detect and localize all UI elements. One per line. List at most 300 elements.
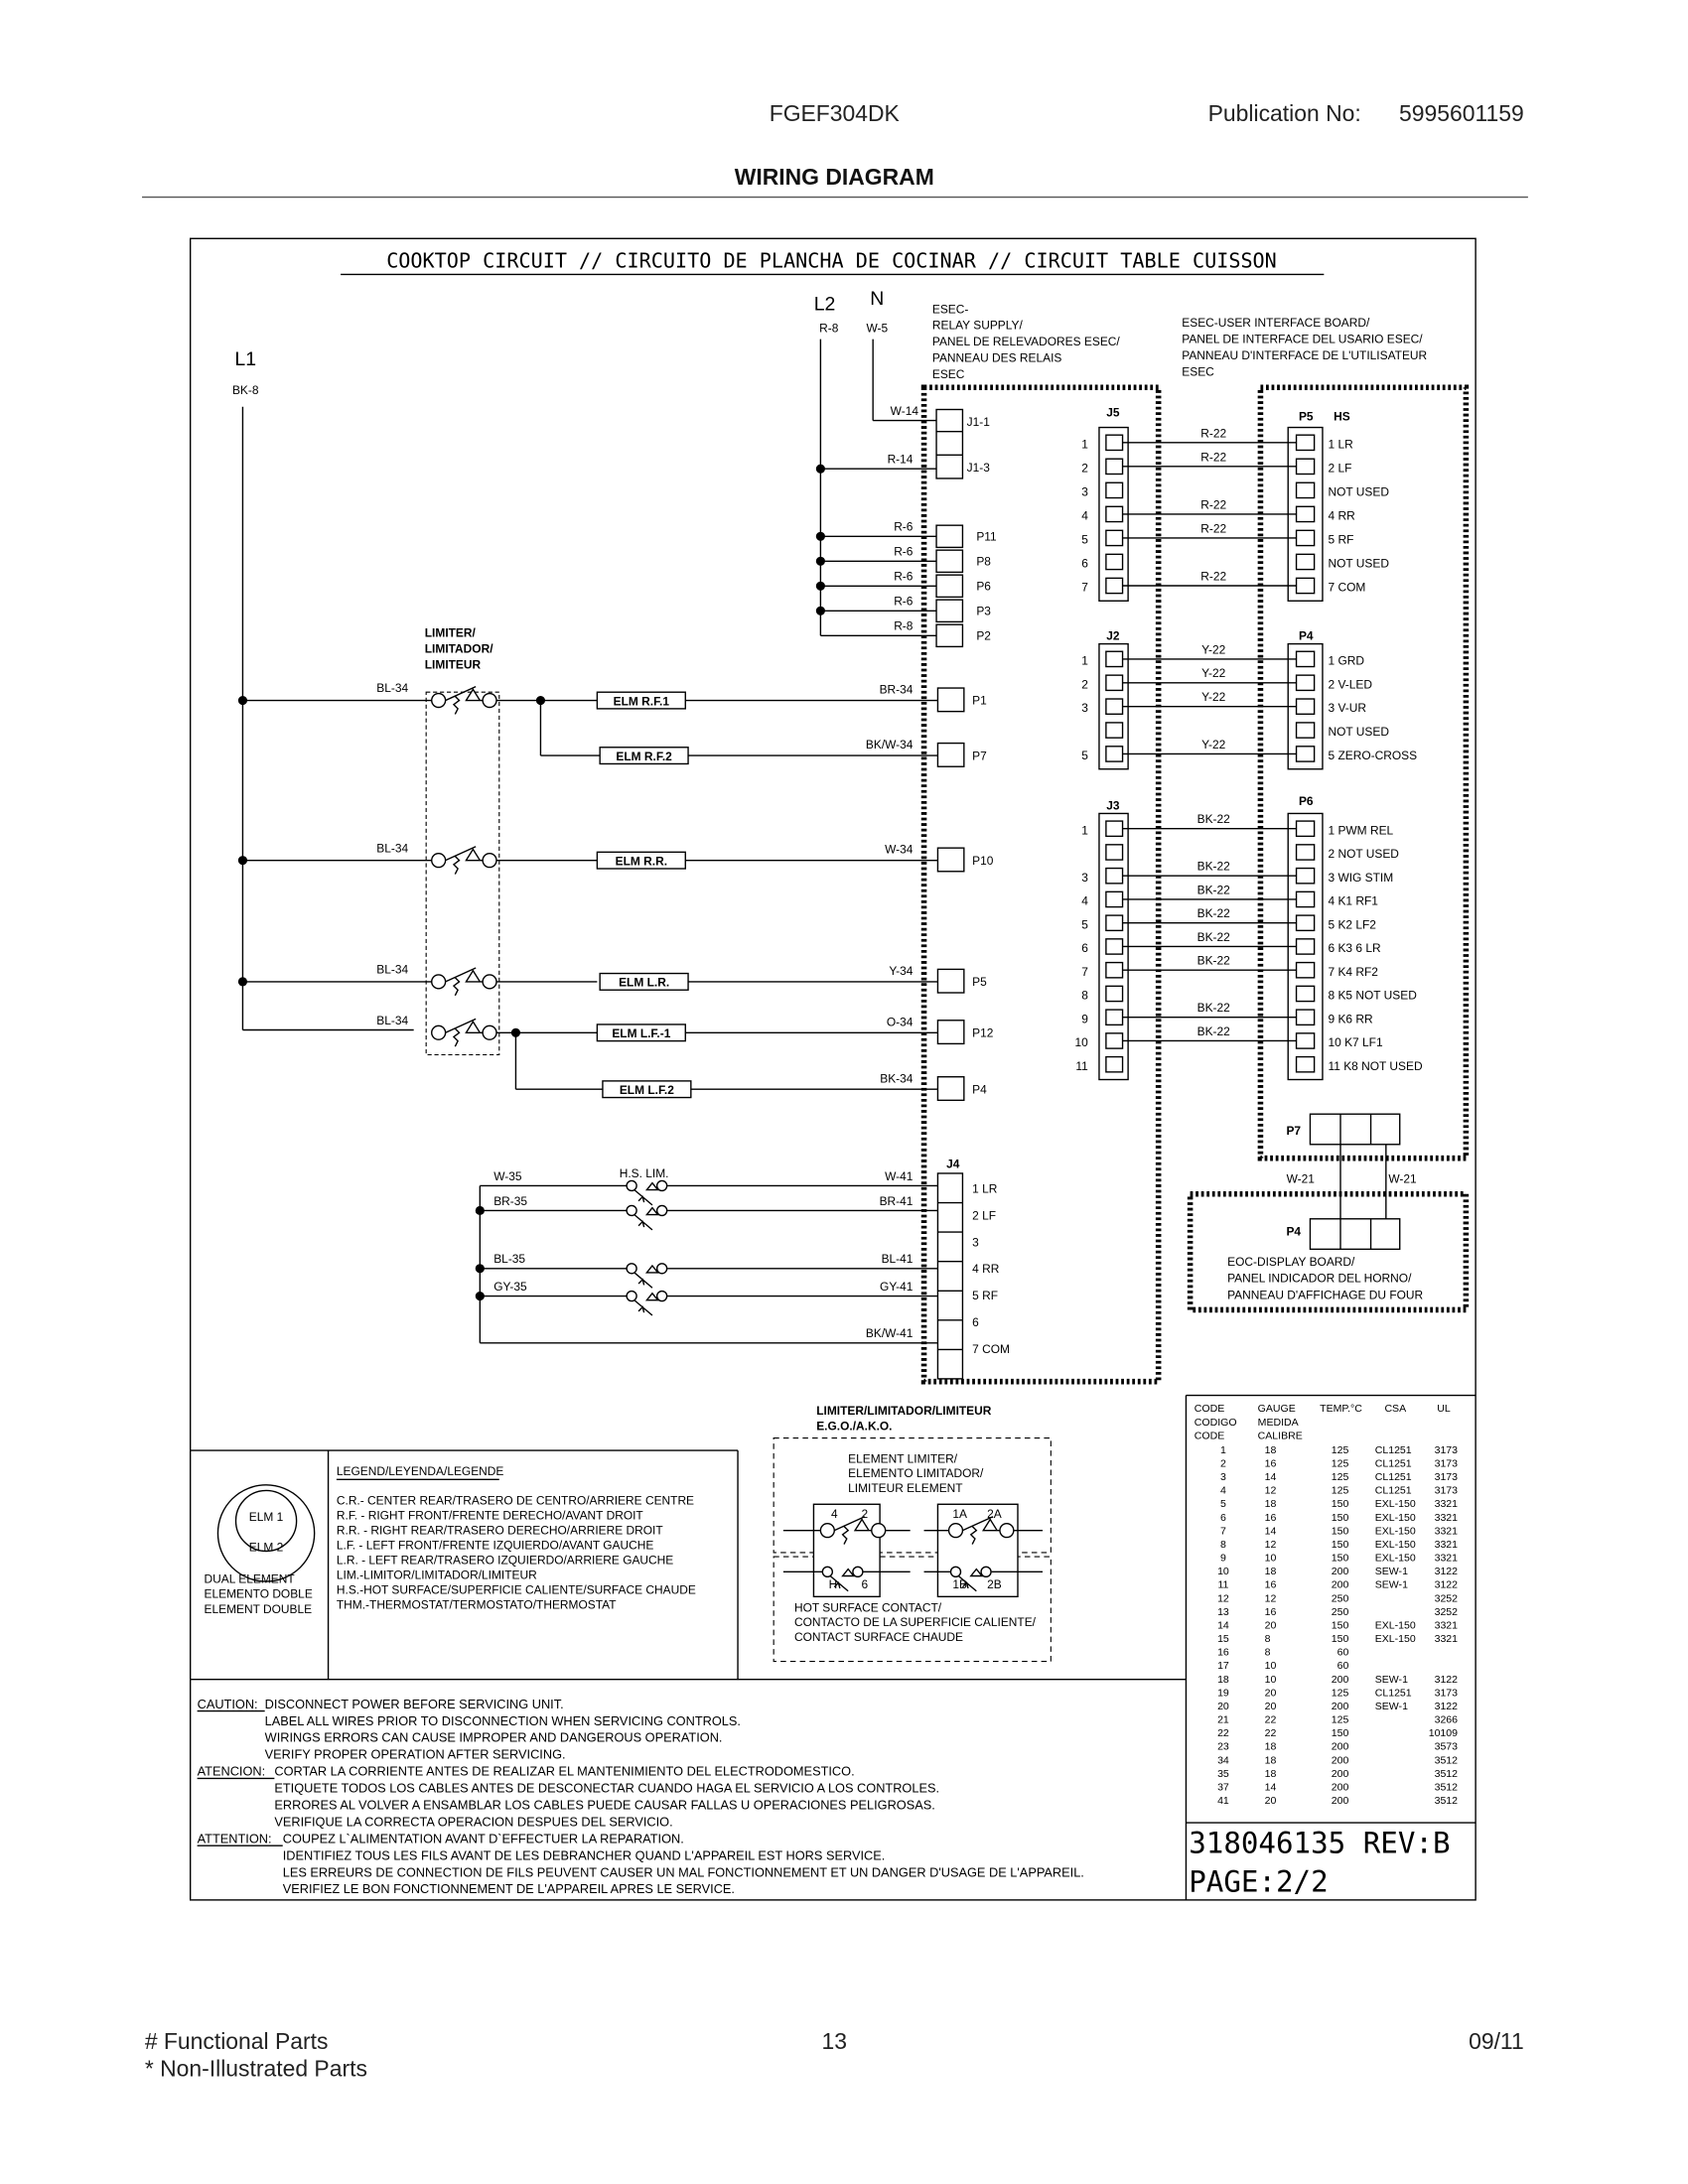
wire-table-cell: 10: [1264, 1552, 1277, 1565]
wire-table-cell: 125: [1331, 1443, 1349, 1456]
j3-pin-number: 11: [1075, 1058, 1088, 1073]
wire-table-cell: 14: [1264, 1781, 1277, 1794]
wire-table-cell: 18: [1264, 1754, 1277, 1767]
wire-table-cell: 11: [1217, 1578, 1229, 1591]
wire-table-cell: 37: [1217, 1781, 1229, 1794]
legend-entry: LIM.-LIMITOR/LIMITADOR/LIMITEUR: [336, 1568, 537, 1582]
caution-label: ATTENTION:: [197, 1831, 272, 1846]
wire-table-cell: 20: [1264, 1795, 1277, 1808]
wire-table-cell: 20: [1264, 1700, 1277, 1712]
wire-table-cell: 8: [1264, 1633, 1271, 1646]
neutral-wire-label: W-5: [866, 321, 889, 336]
j5-pin-number: 5: [1081, 532, 1088, 547]
wire-table-cell: 13: [1217, 1605, 1229, 1618]
wire-table-cell: 3266: [1434, 1713, 1459, 1726]
wire-table-cell: 9: [1220, 1552, 1226, 1565]
wire-table-header: CODIGO: [1194, 1416, 1237, 1429]
j2-pin-number: 3: [1081, 701, 1088, 716]
wire-table-cell: 2: [1220, 1457, 1226, 1470]
element-out-wire-label: BK/W-34: [865, 738, 914, 752]
l2-label: L2: [813, 293, 836, 316]
drawing-number: 318046135 REV:B: [1189, 1826, 1451, 1860]
wire-table-cell: 200: [1331, 1673, 1349, 1686]
relay-pin-box: [937, 1021, 963, 1044]
limiter-terminal-block: [813, 1504, 880, 1596]
wire-table-cell: CL1251: [1374, 1484, 1412, 1497]
caution-label: CAUTION:: [197, 1696, 258, 1711]
wire-table-cell: 18: [1264, 1740, 1277, 1753]
hs-in-wire-label: W-35: [493, 1168, 522, 1183]
j4-pin-label: 5 RF: [972, 1289, 999, 1303]
limiter-contact-icon: [949, 1524, 963, 1538]
y22-wire-label: Y-22: [1201, 737, 1226, 751]
p6-pin-label: 1 PWM REL: [1328, 823, 1394, 838]
wire-table-cell: 150: [1331, 1525, 1349, 1538]
j2-pin: [1106, 675, 1123, 690]
p7-connector: [1310, 1114, 1399, 1145]
hs-contact-icon: [627, 1180, 636, 1190]
j5-pin: [1106, 578, 1123, 593]
limiter-terminal-block: [937, 1504, 1018, 1596]
relay-pin-p3: [936, 600, 962, 621]
l1-wire-label: BK-8: [231, 383, 259, 398]
j4-label: J4: [946, 1157, 960, 1171]
element-in-wire-label: BL-34: [376, 681, 409, 696]
j3-pin-number: 3: [1081, 870, 1088, 885]
j2-pin: [1106, 747, 1123, 761]
hs-contact-icon: [627, 1292, 636, 1301]
caution-line: LES ERREURS DE CONNECTION DE FILS PEUVENT CAUSER UN MAL FONCTIONNEMENT ET UN DANGER D'USAGE DE L'APPAREIL.: [282, 1864, 1084, 1880]
wire-table-cell: 3173: [1434, 1457, 1459, 1470]
wire-table-cell: 19: [1217, 1687, 1229, 1700]
wire-table-cell: 3173: [1434, 1443, 1459, 1456]
j4-pin-label: 4 RR: [972, 1262, 1000, 1277]
limiter-terminal-label: H: [828, 1577, 838, 1591]
limiter-terminal-label: 1B: [952, 1577, 967, 1591]
j3-pin: [1106, 845, 1123, 860]
r22-wire-label: R-22: [1200, 426, 1227, 441]
element-out-wire-label: BR-34: [879, 682, 914, 697]
j3-pin: [1106, 963, 1123, 978]
bk22-wire-label: BK-22: [1196, 883, 1230, 897]
j3-pin: [1106, 1057, 1123, 1072]
wire-table-cell: 200: [1331, 1754, 1349, 1767]
caution-line: VERIFIEZ LE BON FONCTIONNEMENT DE L'APPAREIL APRES LE SERVICE.: [282, 1881, 735, 1897]
l2-wire-label: R-8: [819, 321, 839, 336]
wire-table-cell: 150: [1331, 1511, 1349, 1524]
limiter-contact-icon: [483, 975, 496, 989]
p6-pin: [1297, 845, 1315, 860]
j4-connector: [937, 1173, 962, 1379]
j3-pin-number: 7: [1081, 964, 1088, 979]
p5-pin-label: 4 RR: [1328, 508, 1355, 523]
limiter-label: LIMITEUR: [424, 657, 482, 672]
relay-board-label: ESEC: [931, 366, 965, 381]
heating-element-label: ELM R.F.2: [616, 749, 672, 763]
relay-pin-label: P10: [972, 853, 994, 868]
element-limiter-label: ELEMENT LIMITER/: [848, 1451, 958, 1466]
wire-table-cell: 3321: [1434, 1619, 1459, 1632]
ui-board-label: ESEC: [1182, 364, 1214, 379]
supply-wire-label: R-8: [894, 618, 914, 633]
bk22-wire-label: BK-22: [1196, 906, 1230, 921]
j3-pin: [1106, 891, 1123, 906]
l1-label: L1: [234, 348, 257, 371]
wire-table-cell: 150: [1331, 1633, 1349, 1646]
supply-wire-label: R-6: [894, 519, 914, 534]
j3-pin: [1106, 986, 1123, 1001]
wire-table-cell: 10: [1264, 1660, 1277, 1673]
supply-wire-label: R-6: [894, 594, 914, 609]
wire-table-cell: 14: [1264, 1525, 1277, 1538]
caution-label: ATENCION:: [197, 1763, 266, 1779]
p5-pin-label: 7 COM: [1328, 580, 1366, 595]
wire-table-cell: 12: [1264, 1484, 1277, 1497]
relay-pin-label: P7: [972, 749, 987, 763]
j2-pin: [1106, 723, 1123, 738]
eoc-p4-connector: [1310, 1219, 1399, 1250]
j3-pin-number: 4: [1081, 893, 1088, 908]
wire-table-cell: 125: [1331, 1484, 1349, 1497]
p4-label: P4: [1298, 628, 1314, 643]
relay-pin-box: [937, 969, 963, 993]
wire-table-cell: 125: [1331, 1713, 1349, 1726]
relay-pin-label: P11: [976, 529, 997, 544]
supply-wire-label: R-6: [894, 569, 914, 584]
j2-pin-number: 1: [1081, 653, 1088, 668]
bk22-wire-label: BK-22: [1196, 1001, 1230, 1016]
heating-element-label: ELM L.R.: [619, 975, 670, 990]
wire-table-cell: 14: [1217, 1619, 1229, 1632]
wire-table-cell: 20: [1264, 1619, 1277, 1632]
wire-table-header: TEMP.°C: [1320, 1403, 1362, 1416]
j3-label: J3: [1106, 798, 1120, 813]
hs-contact-icon: [627, 1205, 636, 1215]
wire-table-cell: 21: [1217, 1713, 1229, 1726]
heating-element-label: ELM L.F.-1: [612, 1026, 671, 1041]
wire-table-cell: 41: [1217, 1795, 1229, 1808]
wire-table-cell: 22: [1264, 1727, 1277, 1740]
limiter-contact-icon: [1000, 1524, 1014, 1538]
wire-table-cell: 22: [1264, 1713, 1277, 1726]
w21-wire-label: W-21: [1388, 1171, 1417, 1186]
relay-board-label: PANNEAU DES RELAIS: [931, 350, 1062, 365]
wire-table-cell: 15: [1217, 1633, 1229, 1646]
wire-table-header: GAUGE: [1257, 1403, 1296, 1416]
p5-pin-label: 2 LF: [1328, 461, 1352, 476]
wire-table-cell: 3122: [1434, 1673, 1459, 1686]
wire-table-cell: 8: [1264, 1646, 1271, 1659]
j3-pin: [1106, 869, 1123, 884]
relay-pin-box: [937, 744, 963, 767]
element-limiter-label: LIMITEUR ELEMENT: [848, 1480, 963, 1495]
p6-pin-label: 9 K6 RR: [1328, 1012, 1373, 1026]
legend-entry: R.F. - RIGHT FRONT/FRENTE DERECHO/AVANT DROIT: [336, 1508, 643, 1523]
j4-pin-label: 1 LR: [972, 1181, 998, 1196]
wire-table-cell: 22: [1217, 1727, 1229, 1740]
p5-pin: [1297, 554, 1315, 569]
wire-table-cell: 3173: [1434, 1471, 1459, 1484]
wire-table-cell: 18: [1264, 1566, 1277, 1578]
j3-pin: [1106, 821, 1123, 836]
r22-wire-label: R-22: [1200, 521, 1227, 536]
y22-wire-label: Y-22: [1201, 642, 1226, 657]
wire-table-cell: 16: [1264, 1578, 1277, 1591]
j2-label: J2: [1106, 628, 1120, 643]
j5-pin-number: 2: [1081, 461, 1088, 476]
wire-table-cell: SEW-1: [1374, 1673, 1408, 1686]
j5-pin: [1106, 554, 1123, 569]
ui-board-label: PANEL DE INTERFACE DEL USARIO ESEC/: [1182, 332, 1423, 346]
caution-line: CORTAR LA CORRIENTE ANTES DE REALIZAR EL MANTENIMIENTO DEL ELECTRODOMESTICO.: [274, 1763, 855, 1779]
element-out-wire-label: BK-34: [880, 1071, 914, 1086]
footer-non-illustrated-parts: * Non-Illustrated Parts: [144, 2055, 367, 2082]
wire-table-header: MEDIDA: [1257, 1416, 1299, 1429]
hs-common-wire-label: BK/W-41: [865, 1326, 914, 1341]
wire-table-cell: 250: [1331, 1605, 1349, 1618]
wire-table-cell: SEW-1: [1374, 1566, 1408, 1578]
wire-table-cell: 8: [1220, 1538, 1226, 1551]
j5-label: J5: [1106, 405, 1120, 420]
p5-pin-label: 5 RF: [1328, 532, 1354, 547]
legend-entry: R.R. - RIGHT REAR/TRASERO DERECHO/ARRIERE DROIT: [336, 1523, 663, 1538]
wire-table-cell: 5: [1220, 1498, 1226, 1511]
wire-table-cell: 10: [1264, 1673, 1277, 1686]
r22-wire-label: R-22: [1200, 569, 1227, 584]
p5-tag: HS: [1334, 409, 1350, 424]
limiter-terminal-label: 4: [830, 1507, 838, 1522]
wire-table-cell: 7: [1220, 1525, 1226, 1538]
relay-pin-p8: [936, 550, 962, 572]
j1-pin-label: J1-1: [966, 415, 990, 430]
j5-pin: [1106, 530, 1123, 545]
page-title: WIRING DIAGRAM: [734, 164, 934, 191]
wire-table-cell: 150: [1331, 1498, 1349, 1511]
wire-table-cell: 20: [1264, 1687, 1277, 1700]
wire-table-cell: 250: [1331, 1592, 1349, 1605]
element-limiter-label: ELEMENTO LIMITADOR/: [848, 1466, 984, 1481]
r22-wire-label: R-22: [1200, 450, 1227, 465]
wire-table-header: CODE: [1194, 1430, 1225, 1442]
elm2-label: ELM 2: [248, 1540, 284, 1555]
ui-board-label: PANNEAU D'INTERFACE DE L'UTILISATEUR: [1182, 347, 1428, 362]
wire-table-cell: 150: [1331, 1619, 1349, 1632]
p6-pin: [1297, 891, 1315, 906]
relay-pin-label: P3: [976, 604, 991, 618]
limiter-terminal-label: 2: [861, 1507, 869, 1522]
limiter-detail-title: E.G.O./A.K.O.: [816, 1419, 893, 1433]
j5-pin: [1106, 506, 1123, 521]
w21-wire-label: W-21: [1286, 1171, 1315, 1186]
j5-pin-number: 7: [1081, 580, 1088, 595]
caution-line: IDENTIFIEZ TOUS LES FILS AVANT DE LES DEBRANCHER QUAND L'APPAREIL EST HORS SERVICE.: [282, 1847, 886, 1863]
wire-table-cell: 200: [1331, 1566, 1349, 1578]
wire-table-cell: 3321: [1434, 1525, 1459, 1538]
hs-contact-icon: [981, 1567, 991, 1576]
p4-pin: [1297, 747, 1315, 761]
p6-pin: [1297, 963, 1315, 978]
p5-pin: [1297, 530, 1315, 545]
relay-pin-p11: [936, 525, 962, 547]
p6-pin-label: 4 K1 RF1: [1328, 893, 1378, 908]
dual-element-label: ELEMENTO DOBLE: [204, 1586, 313, 1601]
j4-pin-label: 2 LF: [972, 1208, 997, 1223]
wire-table-cell: EXL-150: [1374, 1525, 1416, 1538]
wire-table-cell: 3321: [1434, 1498, 1459, 1511]
wire-table-cell: 23: [1217, 1740, 1229, 1753]
hs-contact-icon: [657, 1264, 667, 1274]
wire-table-cell: EXL-150: [1374, 1619, 1416, 1632]
p6-pin: [1297, 1010, 1315, 1024]
wire-table-cell: SEW-1: [1374, 1578, 1408, 1591]
legend-entry: H.S.-HOT SURFACE/SUPERFICIE CALIENTE/SURFACE CHAUDE: [336, 1582, 696, 1597]
j1-connector: [936, 410, 962, 478]
j5-pin-number: 1: [1081, 437, 1088, 452]
legend-entry: THM.-THERMOSTAT/TERMOSTATO/THERMOSTAT: [336, 1597, 617, 1612]
j3-pin: [1106, 1010, 1123, 1024]
wire-table-cell: EXL-150: [1374, 1552, 1416, 1565]
p6-pin-label: 11 K8 NOT USED: [1328, 1058, 1423, 1073]
relay-pin-label: P2: [976, 628, 991, 643]
hs-contact-icon: [951, 1567, 961, 1576]
element-out-wire-label: W-34: [885, 842, 914, 857]
p4-pin-label: NOT USED: [1328, 725, 1389, 740]
eoc-p4-label: P4: [1286, 1224, 1302, 1239]
wire-table-cell: 12: [1264, 1538, 1277, 1551]
wire-table-cell: 16: [1264, 1457, 1277, 1470]
caution-line: DISCONNECT POWER BEFORE SERVICING UNIT.: [264, 1696, 564, 1711]
wire-table-cell: SEW-1: [1374, 1700, 1408, 1712]
relay-pin-box: [937, 688, 963, 712]
wire-table-cell: 3252: [1434, 1592, 1459, 1605]
caution-line: ERRORES AL VOLVER A ENSAMBLAR LOS CABLES PUEDE CAUSAR FALLAS U OPERACIONES PELIGROSAS.: [274, 1797, 935, 1813]
ui-board-label: ESEC-USER INTERFACE BOARD/: [1182, 316, 1370, 331]
wire-table-cell: EXL-150: [1374, 1511, 1416, 1524]
limiter-contact-icon: [483, 694, 496, 708]
j3-pin-number: 9: [1081, 1012, 1088, 1026]
wire-table-cell: CL1251: [1374, 1687, 1412, 1700]
limiter-contact-icon: [872, 1524, 886, 1538]
j3-pin-number: 8: [1081, 988, 1088, 1003]
p7-label: P7: [1286, 1124, 1302, 1139]
limiter-terminal-label: 6: [861, 1577, 869, 1591]
bk22-wire-label: BK-22: [1196, 953, 1230, 968]
footer-page-number: 13: [821, 2027, 848, 2054]
wire-table-cell: 35: [1217, 1767, 1229, 1780]
wire-table-cell: CL1251: [1374, 1471, 1412, 1484]
publication-number: 5995601159: [1399, 100, 1524, 127]
limiter-detail-title: LIMITER/LIMITADOR/LIMITEUR: [816, 1404, 992, 1418]
limiter-terminal-label: 2A: [987, 1507, 1002, 1522]
p4-pin-label: 2 V-LED: [1328, 677, 1372, 692]
hs-contact-icon: [657, 1180, 667, 1190]
p5-pin: [1297, 578, 1315, 593]
wire-table-cell: 16: [1264, 1511, 1277, 1524]
publication-label: Publication No:: [1207, 100, 1361, 127]
hs-contact-icon: [627, 1264, 636, 1274]
wire-table-cell: 10109: [1428, 1727, 1459, 1740]
heating-element-label: ELM R.R.: [615, 854, 668, 869]
bk22-wire-label: BK-22: [1196, 859, 1230, 874]
p5-pin-label: NOT USED: [1328, 484, 1389, 499]
dual-element-label: DUAL ELEMENT: [204, 1571, 295, 1586]
diagram-title: COOKTOP CIRCUIT // CIRCUITO DE PLANCHA DE COCINAR // CIRCUIT TABLE CUISSON: [386, 248, 1277, 273]
j3-pin: [1106, 1033, 1123, 1048]
relay-pin-box: [937, 848, 963, 872]
wire-table-cell: 3122: [1434, 1700, 1459, 1712]
p4-pin: [1297, 723, 1315, 738]
hs-contact-icon: [657, 1292, 667, 1301]
wire-table-cell: 1: [1220, 1443, 1226, 1456]
relay-pin-label: P12: [972, 1025, 994, 1040]
p6-pin: [1297, 915, 1315, 930]
hs-lim-label: H.S. LIM.: [619, 1166, 669, 1181]
relay-pin-label: P4: [972, 1082, 987, 1097]
p5-pin-label: NOT USED: [1328, 556, 1389, 571]
limiter-contact-icon: [432, 975, 446, 989]
bk22-wire-label: BK-22: [1196, 1024, 1230, 1038]
j2-pin: [1106, 651, 1123, 666]
wire-table-cell: 3252: [1434, 1605, 1459, 1618]
dual-element-label: ELEMENT DOUBLE: [204, 1602, 313, 1616]
limiter-contact-icon: [432, 694, 446, 708]
p5-pin: [1297, 506, 1315, 521]
wire-table-cell: 125: [1331, 1687, 1349, 1700]
elm1-label: ELM 1: [248, 1509, 284, 1524]
p6-pin-label: 10 K7 LF1: [1328, 1035, 1383, 1050]
wire-table-cell: 3122: [1434, 1578, 1459, 1591]
j3-pin-number: 6: [1081, 941, 1088, 956]
wire-table-cell: 3512: [1434, 1795, 1459, 1808]
wire-table-cell: 3512: [1434, 1754, 1459, 1767]
heating-element-label: ELM R.F.1: [613, 694, 670, 709]
hs-contact-icon: [853, 1567, 863, 1576]
hot-surface-contact-label: HOT SURFACE CONTACT/: [794, 1600, 942, 1615]
j5-pin: [1106, 482, 1123, 497]
hs-contact-icon: [822, 1567, 832, 1576]
wire-table-cell: 150: [1331, 1727, 1349, 1740]
wire-table-cell: 17: [1217, 1660, 1229, 1673]
wire-label-w14: W-14: [890, 404, 918, 419]
caution-line: COUPEZ L`ALIMENTATION AVANT D`EFFECTUER LA REPARATION.: [282, 1831, 684, 1846]
wire-table-header: UL: [1437, 1403, 1451, 1416]
element-in-wire-label: BL-34: [376, 1013, 409, 1027]
element-out-wire-label: O-34: [886, 1015, 914, 1029]
j3-pin: [1106, 915, 1123, 930]
wire-table-cell: 200: [1331, 1781, 1349, 1794]
r22-wire-label: R-22: [1200, 497, 1227, 512]
limiter-contact-icon: [432, 1025, 446, 1039]
j5-pin: [1106, 459, 1123, 474]
p5-pin: [1297, 459, 1315, 474]
j1-pin-label: J1-3: [966, 460, 990, 475]
wire-table-cell: EXL-150: [1374, 1633, 1416, 1646]
wire-table-cell: 6: [1220, 1511, 1226, 1524]
j4-pin-label: 7 COM: [972, 1342, 1010, 1357]
wire-table-cell: 4: [1220, 1484, 1226, 1497]
caution-line: VERIFY PROPER OPERATION AFTER SERVICING.: [264, 1746, 566, 1762]
j3-pin: [1106, 939, 1123, 954]
hs-in-wire-label: GY-35: [493, 1280, 527, 1294]
limiter-contact-icon: [483, 1025, 496, 1039]
wire-table-cell: 12: [1264, 1592, 1277, 1605]
p4-pin: [1297, 675, 1315, 690]
wire-table-cell: 16: [1217, 1646, 1229, 1659]
legend-entry: L.F. - LEFT FRONT/FRENTE IZQUIERDO/AVANT GAUCHE: [336, 1538, 654, 1553]
j4-pin-label: 3: [972, 1235, 979, 1250]
p4-pin-label: 5 ZERO-CROSS: [1328, 749, 1418, 762]
wire-table-cell: 3321: [1434, 1538, 1459, 1551]
